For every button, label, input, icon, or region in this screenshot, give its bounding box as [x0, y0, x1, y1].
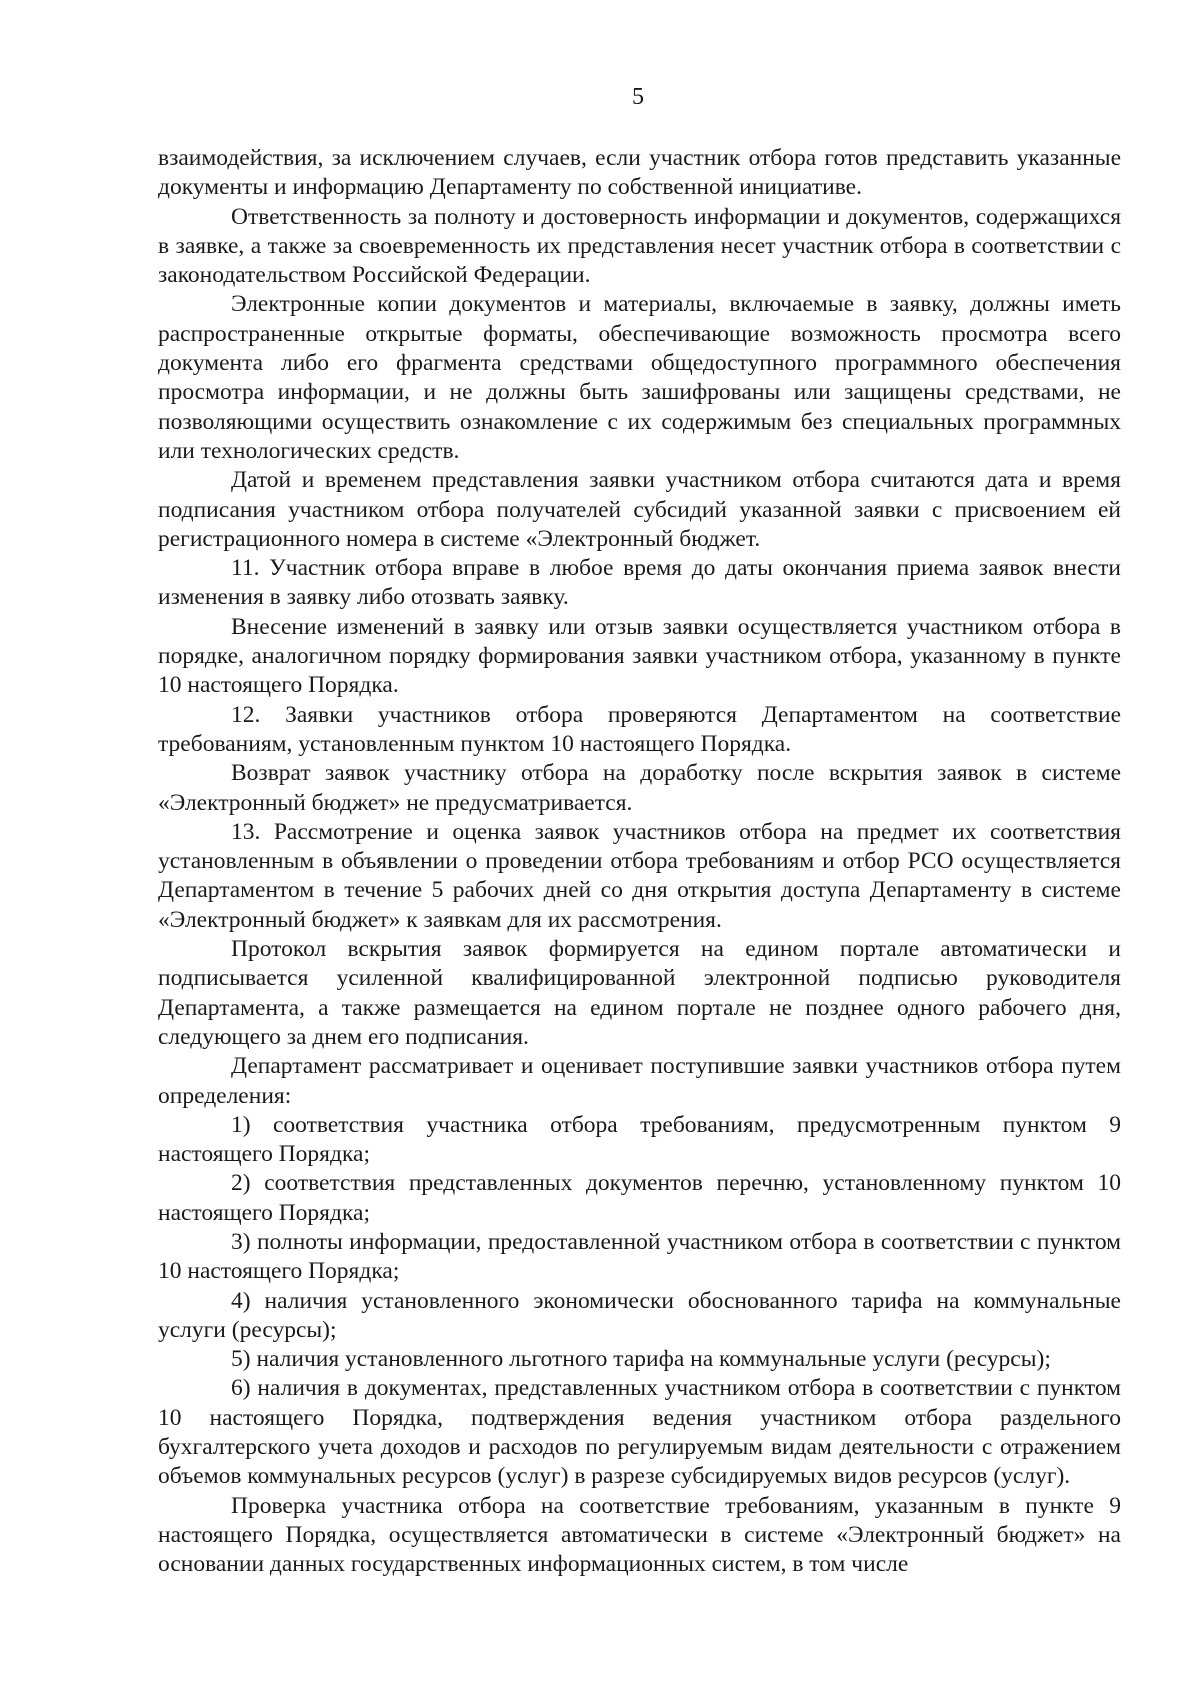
page-number: 5	[632, 84, 644, 110]
paragraph-verification: Проверка участника отбора на соответствие требованиям, указанным в пункте 9 настоящего Порядка, осуществляется автоматически в системе «Электронный бюджет» на основании данных государственных информационных систем, в том числе	[158, 1492, 1121, 1578]
paragraph-evaluation: Департамент рассматривает и оценивает поступившие заявки участников отбора путем определения:	[158, 1053, 1121, 1109]
paragraph-return: Возврат заявок участнику отбора на доработку после вскрытия заявок в системе «Электронный бюджет» не предусматривается.	[158, 760, 1121, 816]
list-item-5: 5) наличия установленного льготного тарифа на коммунальные услуги (ресурсы);	[231, 1346, 1051, 1373]
list-item-2: 2) соответствия представленных документов перечню, установленному пунктом 10 настоящего Порядка;	[158, 1170, 1121, 1226]
list-item-1: 1) соответствия участника отбора требованиям, предусмотренным пунктом 9 настоящего Порядка;	[158, 1111, 1121, 1168]
paragraph-responsibility: Ответственность за полноту и достоверность информации и документов, содержащихся в заявке, а также за своевременность их представления несет участник отбора в соответствии с законодательством Российской Федерации.	[158, 203, 1121, 289]
document-body	[158, 144, 1121, 1580]
paragraph-item-12: 12. Заявки участников отбора проверяются Департаментом на соответствие требованиям, установленным пунктом 10 настоящего Порядка.	[158, 701, 1121, 757]
paragraph-submission-date: Датой и временем представления заявки участником отбора считаются дата и время подписания участником отбора получателей субсидий указанной заявки с присвоением ей регистрационного номера в системе «Электронный бюджет.	[158, 467, 1121, 552]
paragraph-item-11: 11. Участник отбора вправе в любое время до даты окончания приема заявок внести изменения в заявку либо отозвать заявку.	[158, 555, 1121, 611]
paragraph-protocol: Протокол вскрытия заявок формируется на едином портале автоматически и подписывается усиленной квалифицированной электронной подписью руководителя Департамента, а также размещается на едином портале не позднее одного рабочего дня, следующего за днем его подписания.	[158, 936, 1121, 1050]
paragraph-changes: Внесение изменений в заявку или отзыв заявки осуществляется участником отбора в порядке, аналогичном порядку формирования заявки участником отбора, указанному в пункте 10 настоящего Порядка.	[158, 613, 1121, 699]
list-item-4: 4) наличия установленного экономически обоснованного тарифа на коммунальные услуги (ресурсы);	[158, 1287, 1121, 1343]
paragraph-electronic-copies: Электронные копии документов и материалы, включаемые в заявку, должны иметь распространенные открытые форматы, обеспечивающие возможность просмотра всего документа либо его фрагмента средствами общедоступного программного обеспечения просмотра информации, и не должны быть зашифрованы или защищены средствами, не позволяющими осуществить ознакомление с их содержимым без специальных программных или технологических средств.	[158, 291, 1121, 464]
list-item-6: 6) наличия в документах, представленных участником отбора в соответствии с пунктом 10 настоящего Порядка, подтверждения ведения участником отбора раздельного бухгалтерского учета доходов и расходов по регулируемым видам деятельности с отражением объемов коммунальных ресурсов (услуг) в разрезе субсидируемых видов ресурсов (услуг).	[158, 1375, 1121, 1490]
paragraph-item-13: 13. Рассмотрение и оценка заявок участников отбора на предмет их соответствия установленным в объявлении о проведении отбора требованиям и отбор РСО осуществляется Департаментом в течение 5 рабочих дней со дня открытия доступа Департаменту в системе «Электронный бюджет» к заявкам для их рассмотрения.	[158, 818, 1121, 933]
list-item-3: 3) полноты информации, предоставленной участником отбора в соответствии с пунктом 10 настоящего Порядка;	[158, 1228, 1121, 1285]
paragraph-continuation: взаимодействия, за исключением случаев, если участник отбора готов представить указанные документы и информацию Департаменту по собственной инициативе.	[158, 145, 1121, 201]
